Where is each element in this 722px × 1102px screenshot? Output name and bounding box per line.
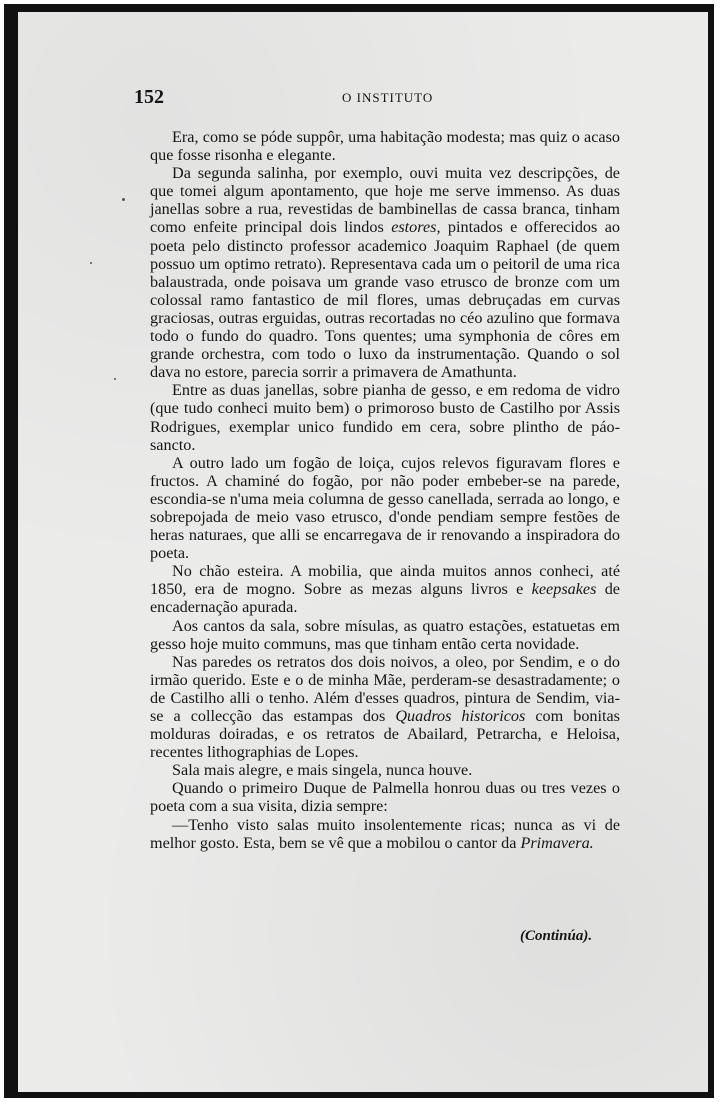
paragraph: Aos cantos da sala, sobre mísulas, as quatro estações, estatuetas em gesso hoje muito communs, mas que tinham então certa novidade. bbox=[150, 616, 620, 653]
paragraph: —Tenho visto salas muito insolentemente ricas; nunca as vi de melhor gosto. Esta, bem se vê que a mobilou o cantor da Primavera. bbox=[150, 815, 620, 852]
paragraph: Entre as duas janellas, sobre pianha de gesso, e em redoma de vidro (que tudo conheci muito bem) o primoroso busto de Castilho por Assis Rodrigues, exemplar unico fundido em cera, sobre plintho de páo-sancto. bbox=[150, 381, 620, 454]
paragraph: Era, como se póde suppôr, uma habitação modesta; mas quiz o acaso que fosse risonha e elegante. bbox=[150, 128, 620, 165]
article-body bbox=[150, 128, 620, 852]
continua-note: (Continúa). bbox=[520, 928, 593, 944]
paragraph: No chão esteira. A mobilia, que ainda muitos annos conheci, até 1850, era de mogno. Sobre as mezas alguns livros e keepsakes de encadernação apurada. bbox=[150, 562, 620, 617]
ink-speck bbox=[90, 262, 92, 264]
paragraph: A outro lado um fogão de loiça, cujos relevos figuravam flores e fructos. A chaminé do fogão, por não poder embeber-se na parede, escondia-se n'uma meia columna de gesso canellada, serrada ao longo, e sobrepojada de meio vaso etrusco, d'onde pendiam sempre festões de heras naturaes, que alli se encarregava de ir renovando a inspiradora do poeta. bbox=[150, 453, 620, 563]
paragraph: Nas paredes os retratos dos dois noivos, a oleo, por Sendim, e o do irmão querido. Este e o de minha Mãe, perderam-se desastradamente; o de Castilho alli o tenho. Além d'esses quadros, pintura de Sendim, via-se a collecção das estampas dos Quadros historicos com bonitas molduras doiradas, e os retratos de Abailard, Petrarcha, e Heloisa, recentes lithographias de Lopes. bbox=[150, 652, 620, 762]
paragraph: Da segunda salinha, por exemplo, ouvi muita vez descripções, de que tomei algum apontamento, que hoje me serve immenso. As duas janellas sobre a rua, revestidas de bambinellas de cassa branca, tinham como enfeite principal dois lindos estores, pintados e offerecidos ao poeta pelo distincto professor academico Joaquim Raphael (de quem possuo um optimo retrato). Representava cada um o peitoril de uma rica balaustrada, onde poisava um grande vaso etrusco de bronze com um colossal ramo fantastico de mil flores, umas debruçadas em curvas graciosas, outras erguidas, outras recortadas no céo azulino que formava todo o fundo do quadro. Tons quentes; uma symphonia de côres em grande orchestra, com todo o luxo da instrumentação. Quando o sol dava no estore, parecia sorrir a primavera de Amathunta. bbox=[150, 164, 620, 382]
paragraph: Quando o primeiro Duque de Palmella honrou duas ou tres vezes o poeta com a sua visita, dizia sempre: bbox=[150, 779, 620, 816]
running-head: O INSTITUTO bbox=[342, 90, 434, 105]
paragraph: Sala mais alegre, e mais singela, nunca houve. bbox=[172, 761, 473, 780]
ink-speck bbox=[114, 378, 116, 380]
page-number: 152 bbox=[134, 86, 164, 108]
ink-speck bbox=[122, 198, 125, 201]
page-header bbox=[134, 86, 624, 110]
